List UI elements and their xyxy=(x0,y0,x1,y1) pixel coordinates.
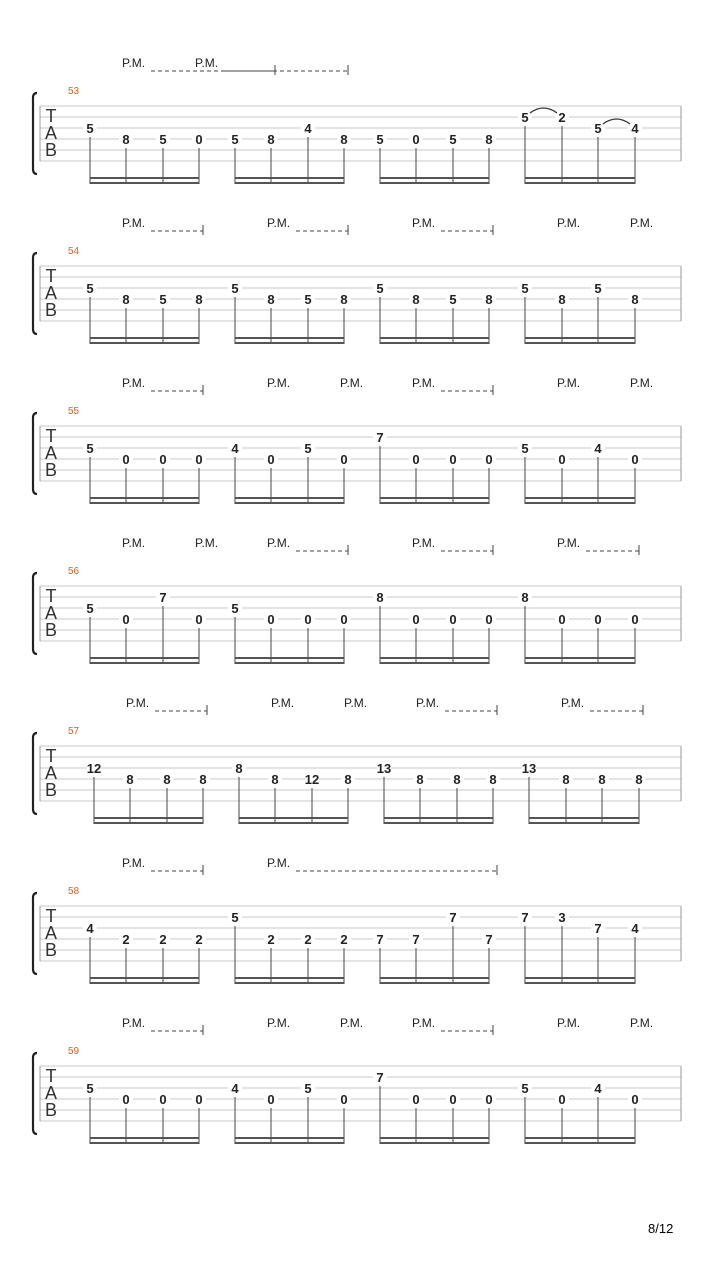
fret-number: 4 xyxy=(631,921,639,936)
fret-number: 8 xyxy=(376,590,384,605)
palm-mute-label: P.M. xyxy=(122,856,146,870)
palm-mute-label: P.M. xyxy=(126,696,150,710)
fret-number: 0 xyxy=(485,612,493,627)
fret-number: 2 xyxy=(122,932,130,947)
fret-number: 8 xyxy=(558,292,566,307)
fret-number: 4 xyxy=(594,441,602,456)
tab-clef-letter: B xyxy=(44,940,58,960)
palm-mute-label: P.M. xyxy=(557,376,581,390)
fret-number: 5 xyxy=(231,601,239,616)
fret-number: 0 xyxy=(485,1092,493,1107)
fret-number: 0 xyxy=(412,1092,420,1107)
palm-mute-label: P.M. xyxy=(267,536,291,550)
fret-number: 0 xyxy=(267,612,275,627)
fret-number: 0 xyxy=(631,612,639,627)
fret-number: 4 xyxy=(304,121,312,136)
system-bracket xyxy=(33,893,37,974)
fret-number: 5 xyxy=(521,1081,529,1096)
tab-clef-letter: B xyxy=(44,780,58,800)
palm-mute-label: P.M. xyxy=(122,536,146,550)
fret-number: 5 xyxy=(231,281,239,296)
fret-number: 8 xyxy=(598,772,606,787)
palm-mute-label: P.M. xyxy=(412,536,436,550)
fret-number: 5 xyxy=(521,441,529,456)
tab-clef-letter: B xyxy=(44,460,58,480)
fret-number: 13 xyxy=(521,761,537,776)
palm-mute-label: P.M. xyxy=(195,536,219,550)
fret-number: 8 xyxy=(235,761,243,776)
fret-number: 0 xyxy=(195,1092,203,1107)
palm-mute-label: P.M. xyxy=(122,56,146,70)
tab-clef-letter: B xyxy=(44,1100,58,1120)
fret-number: 5 xyxy=(594,121,602,136)
fret-number: 8 xyxy=(126,772,134,787)
tab-clef-letter: T xyxy=(45,266,57,286)
fret-number: 8 xyxy=(485,292,493,307)
tab-clef-letter: A xyxy=(44,123,58,143)
fret-number: 5 xyxy=(86,281,94,296)
fret-number: 8 xyxy=(199,772,207,787)
tab-clef-letter: T xyxy=(45,906,57,926)
palm-mute-label: P.M. xyxy=(630,216,654,230)
fret-number: 8 xyxy=(453,772,461,787)
palm-mute-label: P.M. xyxy=(557,1016,581,1030)
fret-number: 0 xyxy=(340,612,348,627)
palm-mute-label: P.M. xyxy=(267,216,291,230)
fret-number: 0 xyxy=(304,612,312,627)
fret-number: 12 xyxy=(86,761,102,776)
fret-number: 0 xyxy=(558,612,566,627)
fret-number: 5 xyxy=(521,110,529,125)
fret-number: 7 xyxy=(412,932,420,947)
fret-number: 8 xyxy=(485,132,493,147)
fret-number: 8 xyxy=(267,292,275,307)
fret-number: 8 xyxy=(635,772,643,787)
fret-number: 0 xyxy=(159,1092,167,1107)
tab-clef-letter: A xyxy=(44,443,58,463)
tab-clef-letter: A xyxy=(44,283,58,303)
fret-number: 8 xyxy=(267,132,275,147)
tab-clef-letter: A xyxy=(44,603,58,623)
fret-number: 5 xyxy=(231,132,239,147)
tab-clef-letter: B xyxy=(44,620,58,640)
tab-clef-letter: A xyxy=(44,763,58,783)
fret-number: 0 xyxy=(195,132,203,147)
fret-number: 8 xyxy=(631,292,639,307)
palm-mute-label: P.M. xyxy=(412,376,436,390)
fret-number: 5 xyxy=(159,292,167,307)
fret-number: 8 xyxy=(122,292,130,307)
fret-number: 0 xyxy=(631,452,639,467)
fret-number: 7 xyxy=(376,1070,384,1085)
fret-number: 0 xyxy=(594,612,602,627)
fret-number: 2 xyxy=(340,932,348,947)
palm-mute-label: P.M. xyxy=(271,696,295,710)
fret-number: 2 xyxy=(195,932,203,947)
fret-number: 7 xyxy=(376,932,384,947)
fret-number: 0 xyxy=(195,612,203,627)
measure-number: 59 xyxy=(68,1046,80,1057)
tab-clef-letter: B xyxy=(44,140,58,160)
tab-clef-letter: A xyxy=(44,1083,58,1103)
fret-number: 5 xyxy=(521,281,529,296)
tab-clef-letter: T xyxy=(45,586,57,606)
measure-number: 57 xyxy=(68,726,80,737)
tie-arc xyxy=(603,119,630,124)
fret-number: 12 xyxy=(304,772,320,787)
fret-number: 0 xyxy=(449,452,457,467)
fret-number: 0 xyxy=(558,452,566,467)
page-number: 8/12 xyxy=(648,1221,674,1236)
fret-number: 0 xyxy=(122,612,130,627)
fret-number: 8 xyxy=(122,132,130,147)
palm-mute-label: P.M. xyxy=(344,696,368,710)
fret-number: 2 xyxy=(304,932,312,947)
fret-number: 0 xyxy=(412,612,420,627)
tie-arc xyxy=(530,108,557,113)
fret-number: 0 xyxy=(449,612,457,627)
fret-number: 0 xyxy=(631,1092,639,1107)
fret-number: 5 xyxy=(304,292,312,307)
palm-mute-label: P.M. xyxy=(557,216,581,230)
palm-mute-label: P.M. xyxy=(412,1016,436,1030)
fret-number: 0 xyxy=(412,452,420,467)
fret-number: 5 xyxy=(86,121,94,136)
tab-clef-letter: T xyxy=(45,106,57,126)
fret-number: 5 xyxy=(304,1081,312,1096)
fret-number: 4 xyxy=(86,921,94,936)
palm-mute-label: P.M. xyxy=(340,1016,364,1030)
fret-number: 8 xyxy=(340,292,348,307)
system-bracket xyxy=(33,573,37,654)
fret-number: 2 xyxy=(558,110,566,125)
fret-number: 8 xyxy=(412,292,420,307)
palm-mute-label: P.M. xyxy=(122,216,146,230)
fret-number: 8 xyxy=(271,772,279,787)
tab-clef-letter: T xyxy=(45,746,57,766)
palm-mute-label: P.M. xyxy=(267,856,291,870)
fret-number: 0 xyxy=(340,452,348,467)
measure-number: 54 xyxy=(68,246,80,257)
measure-number: 58 xyxy=(68,886,80,897)
fret-number: 8 xyxy=(340,132,348,147)
palm-mute-label: P.M. xyxy=(340,376,364,390)
palm-mute-label: P.M. xyxy=(630,376,654,390)
fret-number: 5 xyxy=(86,1081,94,1096)
system-bracket xyxy=(33,413,37,494)
palm-mute-label: P.M. xyxy=(561,696,585,710)
tab-clef-letter: A xyxy=(44,923,58,943)
fret-number: 7 xyxy=(594,921,602,936)
measure-number: 55 xyxy=(68,406,80,417)
fret-number: 13 xyxy=(376,761,392,776)
fret-number: 0 xyxy=(267,1092,275,1107)
system-bracket xyxy=(33,733,37,814)
palm-mute-label: P.M. xyxy=(122,376,146,390)
palm-mute-label: P.M. xyxy=(122,1016,146,1030)
system-bracket xyxy=(33,93,37,174)
fret-number: 0 xyxy=(485,452,493,467)
fret-number: 5 xyxy=(376,281,384,296)
fret-number: 5 xyxy=(86,601,94,616)
palm-mute-label: P.M. xyxy=(630,1016,654,1030)
palm-mute-label: P.M. xyxy=(416,696,440,710)
palm-mute-label: P.M. xyxy=(412,216,436,230)
fret-number: 2 xyxy=(267,932,275,947)
fret-number: 8 xyxy=(195,292,203,307)
fret-number: 0 xyxy=(122,452,130,467)
fret-number: 0 xyxy=(558,1092,566,1107)
fret-number: 4 xyxy=(631,121,639,136)
fret-number: 8 xyxy=(489,772,497,787)
fret-number: 7 xyxy=(376,430,384,445)
fret-number: 0 xyxy=(267,452,275,467)
fret-number: 5 xyxy=(159,132,167,147)
measure-number: 56 xyxy=(68,566,80,577)
measure-number: 53 xyxy=(68,86,80,97)
tab-clef-letter: B xyxy=(44,300,58,320)
fret-number: 2 xyxy=(159,932,167,947)
fret-number: 8 xyxy=(521,590,529,605)
fret-number: 5 xyxy=(376,132,384,147)
fret-number: 7 xyxy=(449,910,457,925)
fret-number: 8 xyxy=(163,772,171,787)
fret-number: 8 xyxy=(416,772,424,787)
fret-number: 3 xyxy=(558,910,566,925)
fret-number: 5 xyxy=(449,132,457,147)
tab-clef-letter: T xyxy=(45,426,57,446)
fret-number: 7 xyxy=(521,910,529,925)
fret-number: 5 xyxy=(86,441,94,456)
fret-number: 5 xyxy=(449,292,457,307)
fret-number: 0 xyxy=(122,1092,130,1107)
system-bracket xyxy=(33,1053,37,1134)
fret-number: 4 xyxy=(594,1081,602,1096)
fret-number: 0 xyxy=(195,452,203,467)
fret-number: 5 xyxy=(594,281,602,296)
fret-number: 7 xyxy=(159,590,167,605)
tab-clef-letter: T xyxy=(45,1066,57,1086)
palm-mute-label: P.M. xyxy=(195,56,219,70)
palm-mute-label: P.M. xyxy=(267,1016,291,1030)
fret-number: 0 xyxy=(159,452,167,467)
fret-number: 8 xyxy=(344,772,352,787)
fret-number: 5 xyxy=(231,910,239,925)
system-bracket xyxy=(33,253,37,334)
fret-number: 0 xyxy=(449,1092,457,1107)
palm-mute-label: P.M. xyxy=(267,376,291,390)
fret-number: 5 xyxy=(304,441,312,456)
fret-number: 0 xyxy=(412,132,420,147)
fret-number: 4 xyxy=(231,441,239,456)
fret-number: 7 xyxy=(485,932,493,947)
fret-number: 0 xyxy=(340,1092,348,1107)
fret-number: 8 xyxy=(562,772,570,787)
fret-number: 4 xyxy=(231,1081,239,1096)
palm-mute-label: P.M. xyxy=(557,536,581,550)
